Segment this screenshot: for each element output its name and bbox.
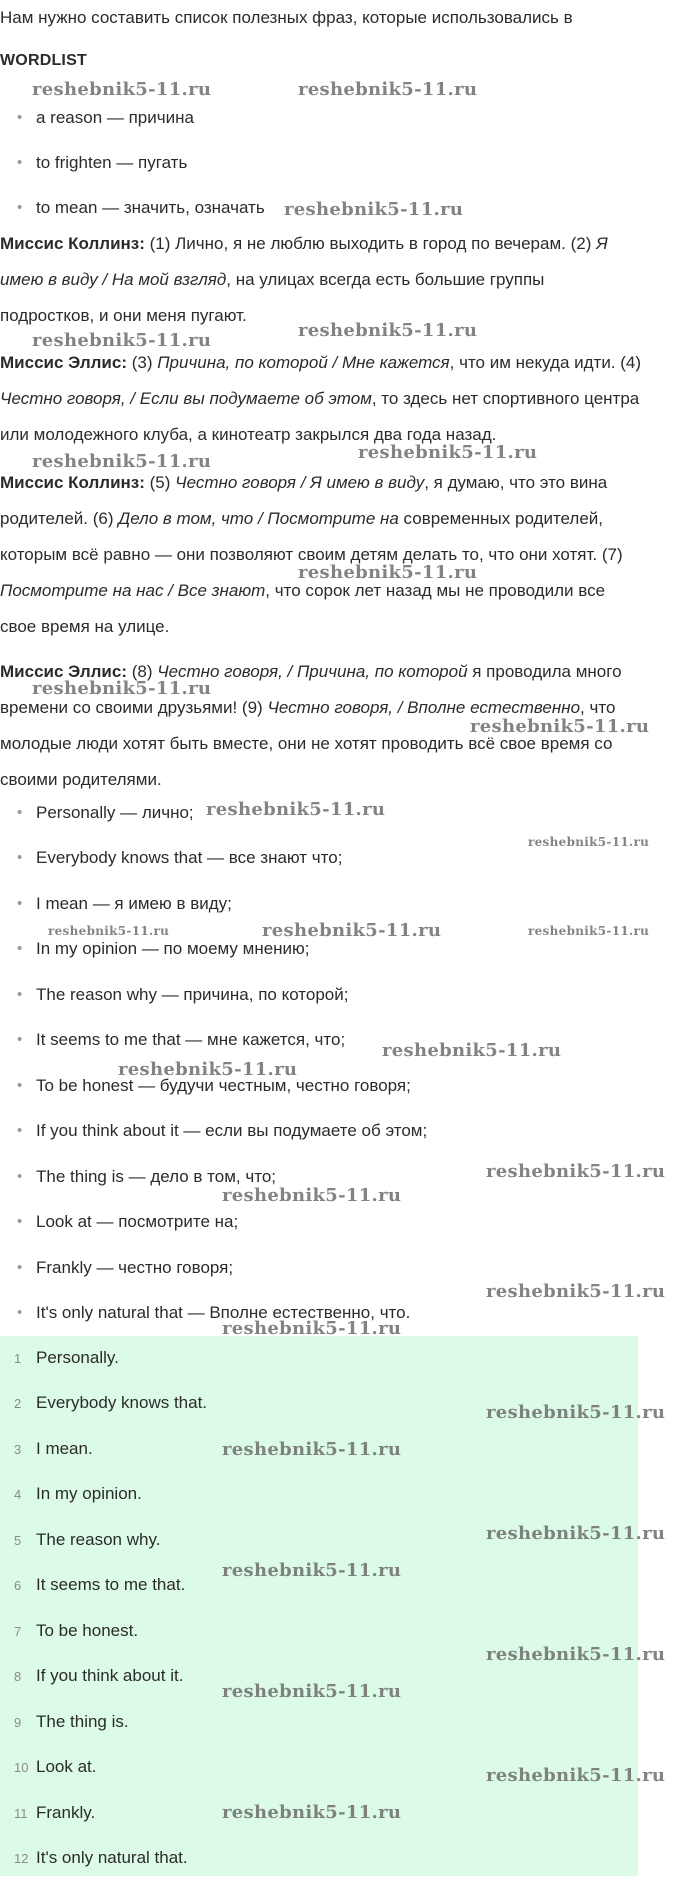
watermark: reshebnik5-11.ru [32, 79, 212, 100]
watermark: reshebnik5-11.ru [48, 924, 170, 938]
phrase-highlight: Причина, по которой / Мне кажется [157, 353, 450, 372]
watermark: reshebnik5-11.ru [222, 1185, 402, 1206]
dialogue-text: , на улицах всегда есть большие группы [226, 270, 545, 289]
phrase-item: • To be honest — будучи честным, честно говоря; [36, 1075, 411, 1097]
dialogue-text: , то здесь нет спортивного центра [371, 389, 640, 408]
phrase-highlight: Честно говоря, / Причина, по которой [157, 662, 468, 681]
watermark: reshebnik5-11.ru [298, 79, 478, 100]
phrase-item: • Everybody knows that — все знают что; [36, 847, 342, 869]
speaker-name: Миссис Эллис: [0, 662, 127, 681]
dialogue-text: своими родителями. [0, 770, 162, 789]
answer-number: 2 [14, 1396, 22, 1411]
watermark: reshebnik5-11.ru [32, 330, 212, 351]
dialogue-line [0, 501, 680, 537]
watermark: reshebnik5-11.ru [298, 320, 478, 341]
dialogue-text: молодые люди хотят быть вместе, они не хотят проводить всё свое время со [0, 734, 613, 753]
phrase-item: • It's only natural that — Вполне естественно, что. [36, 1302, 410, 1324]
answer-text: To be honest. [36, 1621, 139, 1640]
answer-text: It seems to me that. [36, 1575, 186, 1594]
watermark: reshebnik5-11.ru [382, 1040, 562, 1061]
intro-text: Нам нужно составить список полезных фраз, которые использовались в [0, 8, 573, 27]
answer-text: I mean. [36, 1439, 93, 1458]
dialogue-text: я проводила много [467, 662, 622, 681]
answer-text: If you think about it. [36, 1666, 184, 1685]
phrase-item: • The reason why — причина, по которой; [36, 984, 348, 1006]
dialogue-text: родителей. (6) [0, 509, 119, 528]
dialogue-text: свое время на улице. [0, 617, 170, 636]
phrase-item: • The thing is — дело в том, что; [36, 1166, 276, 1188]
dialogue-paragraph [0, 226, 680, 334]
phrase-item: • Personally — лично; [36, 802, 194, 824]
watermark: reshebnik5-11.ru [470, 716, 650, 737]
answer-number: 4 [14, 1487, 22, 1502]
dialogue-text: или молодежного клуба, а кинотеатр закрылся два года назад. [0, 425, 497, 444]
dialogue-text: (1) Лично, я не люблю выходить в город по вечерам. (2) [144, 234, 597, 253]
watermark: reshebnik5-11.ru [222, 1560, 402, 1581]
dialogue-text: (8) [127, 662, 158, 681]
speaker-name: Миссис Коллинз: [0, 234, 145, 253]
watermark: reshebnik5-11.ru [284, 199, 464, 220]
speaker-name: Миссис Эллис: [0, 353, 127, 372]
answer-text: It's only natural that. [36, 1848, 188, 1867]
dialogue-line [0, 762, 680, 798]
dialogue-text: , что им некуда идти. (4) [449, 353, 642, 372]
watermark: reshebnik5-11.ru [528, 924, 650, 938]
phrase-item: • I mean — я имею в виду; [36, 893, 232, 915]
dialogue-text: , я думаю, что это вина [424, 473, 608, 492]
phrase-item: • Frankly — честно говоря; [36, 1257, 233, 1279]
watermark: reshebnik5-11.ru [486, 1644, 666, 1665]
watermark: reshebnik5-11.ru [528, 835, 650, 849]
dialogue-text: , что сорок лет назад мы не проводили все [265, 581, 606, 600]
dialogue-line [0, 262, 680, 298]
answer-text: Look at. [36, 1757, 97, 1776]
phrase-item: • In my opinion — по моему мнению; [36, 938, 310, 960]
answer-number: 9 [14, 1715, 22, 1730]
answer-number: 3 [14, 1442, 22, 1457]
phrase-highlight: Честно говоря, / Вполне естественно [267, 698, 581, 717]
answer-number: 1 [14, 1351, 22, 1366]
watermark: reshebnik5-11.ru [262, 920, 442, 941]
watermark: reshebnik5-11.ru [32, 678, 212, 699]
dialogue-text: подростков, и они меня пугают. [0, 306, 247, 325]
dialogue-text: современных родителей, [398, 509, 604, 528]
phrase-highlight: Честно говоря, / Если вы подумаете об этом [0, 389, 372, 408]
watermark: reshebnik5-11.ru [486, 1523, 666, 1544]
watermark: reshebnik5-11.ru [222, 1439, 402, 1460]
answer-number: 8 [14, 1669, 22, 1684]
watermark: reshebnik5-11.ru [486, 1402, 666, 1423]
answer-text: The reason why. [36, 1530, 161, 1549]
watermark: reshebnik5-11.ru [486, 1281, 666, 1302]
answer-text: In my opinion. [36, 1484, 142, 1503]
phrase-item: • Look at — посмотрите на; [36, 1211, 238, 1233]
watermark: reshebnik5-11.ru [222, 1802, 402, 1823]
dialogue-line [0, 381, 680, 417]
answer-text: Frankly. [36, 1803, 96, 1822]
watermark: reshebnik5-11.ru [222, 1681, 402, 1702]
dialogue-text: , что [580, 698, 616, 717]
answer-number: 12 [14, 1851, 29, 1866]
dialogue-paragraph [0, 465, 680, 645]
dialogue-text: (3) [127, 353, 158, 372]
answer-text: Everybody knows that. [36, 1393, 208, 1412]
answer-number: 6 [14, 1578, 22, 1593]
wordlist-item: • a reason — причина [36, 107, 194, 129]
watermark: reshebnik5-11.ru [32, 451, 212, 472]
phrase-item: • It seems to me that — мне кажется, что; [36, 1029, 345, 1051]
dialogue-text: (5) [144, 473, 176, 492]
wordlist-item: • to frighten — пугать [36, 152, 187, 174]
phrase-highlight: Посмотрите на нас / Все знают [0, 581, 266, 600]
dialogue-line [0, 609, 680, 645]
answer-number: 5 [14, 1533, 22, 1548]
answer-number: 10 [14, 1760, 29, 1775]
dialogue-line [0, 417, 680, 453]
phrase-highlight: Честно говоря / Я имею в виду [175, 473, 425, 492]
answer-text: The thing is. [36, 1712, 129, 1731]
watermark: reshebnik5-11.ru [222, 1318, 402, 1339]
dialogue-paragraph [0, 345, 680, 453]
watermark: reshebnik5-11.ru [298, 562, 478, 583]
answer-text: Personally. [36, 1348, 119, 1367]
watermark: reshebnik5-11.ru [486, 1161, 666, 1182]
dialogue-text: которым всё равно — они позволяют своим детям делать то, что они хотят. (7) [0, 545, 623, 564]
dialogue-text: времени со своими друзьями! (9) [0, 698, 268, 717]
phrase-highlight: имею в виду / На мой взгляд [0, 270, 227, 289]
watermark: reshebnik5-11.ru [118, 1059, 298, 1080]
speaker-name: Миссис Коллинз: [0, 473, 145, 492]
watermark: reshebnik5-11.ru [358, 442, 538, 463]
answer-number: 7 [14, 1624, 22, 1639]
answer-number: 11 [14, 1806, 28, 1821]
phrase-highlight: Дело в том, что / Посмотрите на [118, 509, 399, 528]
wordlist-item: • to mean — значить, означать [36, 197, 265, 219]
phrase-item: • If you think about it — если вы подумаете об этом; [36, 1120, 427, 1142]
watermark: reshebnik5-11.ru [486, 1765, 666, 1786]
wordlist-title: WORDLIST [0, 52, 87, 69]
watermark: reshebnik5-11.ru [206, 799, 386, 820]
dialogue-line [0, 226, 680, 262]
phrase-highlight: Я [596, 234, 608, 253]
